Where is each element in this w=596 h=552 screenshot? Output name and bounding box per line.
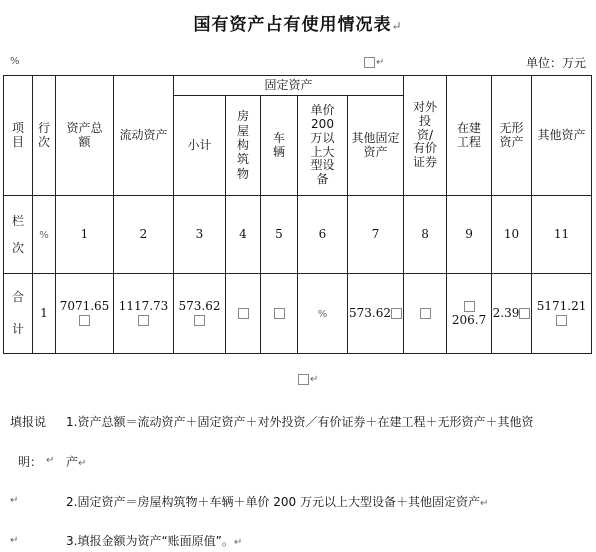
total-assets-cell: 7071.65 [56, 274, 114, 354]
checkbox-placeholder-icon [364, 57, 375, 68]
checkbox-placeholder-icon [194, 315, 205, 326]
column-row-label: 栏次 [4, 196, 33, 274]
investments-cell [404, 274, 447, 354]
paragraph-mark: ↵ [46, 455, 55, 466]
paragraph-mark: ↵ [376, 57, 385, 68]
paragraph-mark: ↵ [10, 495, 19, 506]
unit-label-text: 单位：万元 [525, 56, 586, 70]
notes-label: 填报说 [10, 415, 47, 429]
paragraph-mark: ↵ [78, 458, 87, 469]
checkbox-placeholder-icon [556, 315, 567, 326]
note-line-2: 2.固定资产＝房屋构筑物＋车辆＋单价 200 万元以上大型设备＋其他固定资产↵ [66, 495, 489, 509]
column-number: 10 [492, 196, 532, 274]
note-line-3: 3.填报金额为资产“账面原值”。↵ [66, 534, 243, 548]
paragraph-mark: ↵ [10, 535, 19, 546]
paragraph-mark: ↵ [480, 498, 489, 509]
column-number: 11 [532, 196, 592, 274]
checkbox-placeholder-icon [238, 308, 249, 319]
checkbox-placeholder-icon [298, 374, 309, 385]
header-large-equipment: 单价200万以上大型设备 [298, 96, 348, 196]
header-total-assets: 资产总额 [56, 76, 114, 196]
total-row [4, 274, 592, 354]
header-subtotal: 小计 [174, 96, 226, 196]
column-number: 9 [447, 196, 492, 274]
checkbox-placeholder-icon [420, 308, 431, 319]
other-fixed-cell: 573.62 [348, 274, 404, 354]
column-number: 3 [174, 196, 226, 274]
column-number: 6 [298, 196, 348, 274]
note-line-1-cont: 产↵ [66, 455, 87, 469]
column-number-row [4, 196, 592, 274]
total-row-no: 1 [33, 274, 56, 354]
column-number: 2 [114, 196, 174, 274]
column-row-no: % [33, 196, 56, 274]
subtotal-cell: 573.62 [174, 274, 226, 354]
checkbox-placeholder-icon [79, 315, 90, 326]
header-row [4, 76, 592, 96]
header-fixed-assets: 固定资产 [174, 76, 404, 96]
header-current-assets: 流动资产 [114, 76, 174, 196]
buildings-cell [226, 274, 261, 354]
header-investments: 对外投资/有价证券 [404, 76, 447, 196]
column-number: 5 [261, 196, 298, 274]
paragraph-mark: ↵ [391, 19, 403, 33]
header-item: 项目 [4, 76, 33, 196]
current-assets-cell: 1117.73 [114, 274, 174, 354]
checkbox-placeholder-icon [138, 315, 149, 326]
note-line-1: 1.资产总额＝流动资产＋固定资产＋对外投资／有价证券＋在建工程＋无形资产＋其他资 [66, 415, 534, 429]
vehicles-cell [261, 274, 298, 354]
header-buildings: 房屋构筑物 [226, 96, 261, 196]
page-title [0, 10, 596, 35]
unit-label [526, 54, 586, 71]
construction-cell: 206.7 [447, 274, 492, 354]
checkbox-placeholder-icon [274, 308, 285, 319]
header-construction: 在建工程 [447, 76, 492, 196]
notes-label-cont: 明： [18, 455, 43, 469]
column-number: 8 [404, 196, 447, 274]
intangible-cell: 2.39 [492, 274, 532, 354]
paragraph-mark: ↵ [233, 537, 243, 548]
header-row-no: 行次 [33, 76, 56, 196]
large-equipment-cell: % [298, 274, 348, 354]
header-vehicles: 车辆 [261, 96, 298, 196]
checkbox-placeholder-icon [519, 308, 530, 319]
paragraph-mark: ↵ [310, 374, 319, 385]
title-text: 国有资产占有使用情况表 [193, 15, 392, 35]
header-other-fixed: 其他固定资产 [348, 96, 404, 196]
checkbox-placeholder-icon [464, 301, 475, 312]
header-other-assets: 其他资产 [532, 76, 592, 196]
pilcrow-mark: % [10, 56, 20, 67]
other-assets-cell: 5171.21 [532, 274, 592, 354]
column-number: 1 [56, 196, 114, 274]
total-row-label: 合计 [4, 274, 33, 354]
column-number: 4 [226, 196, 261, 274]
checkbox-placeholder-icon [391, 308, 402, 319]
asset-table [3, 75, 592, 354]
header-intangible: 无形资产 [492, 76, 532, 196]
column-number: 7 [348, 196, 404, 274]
